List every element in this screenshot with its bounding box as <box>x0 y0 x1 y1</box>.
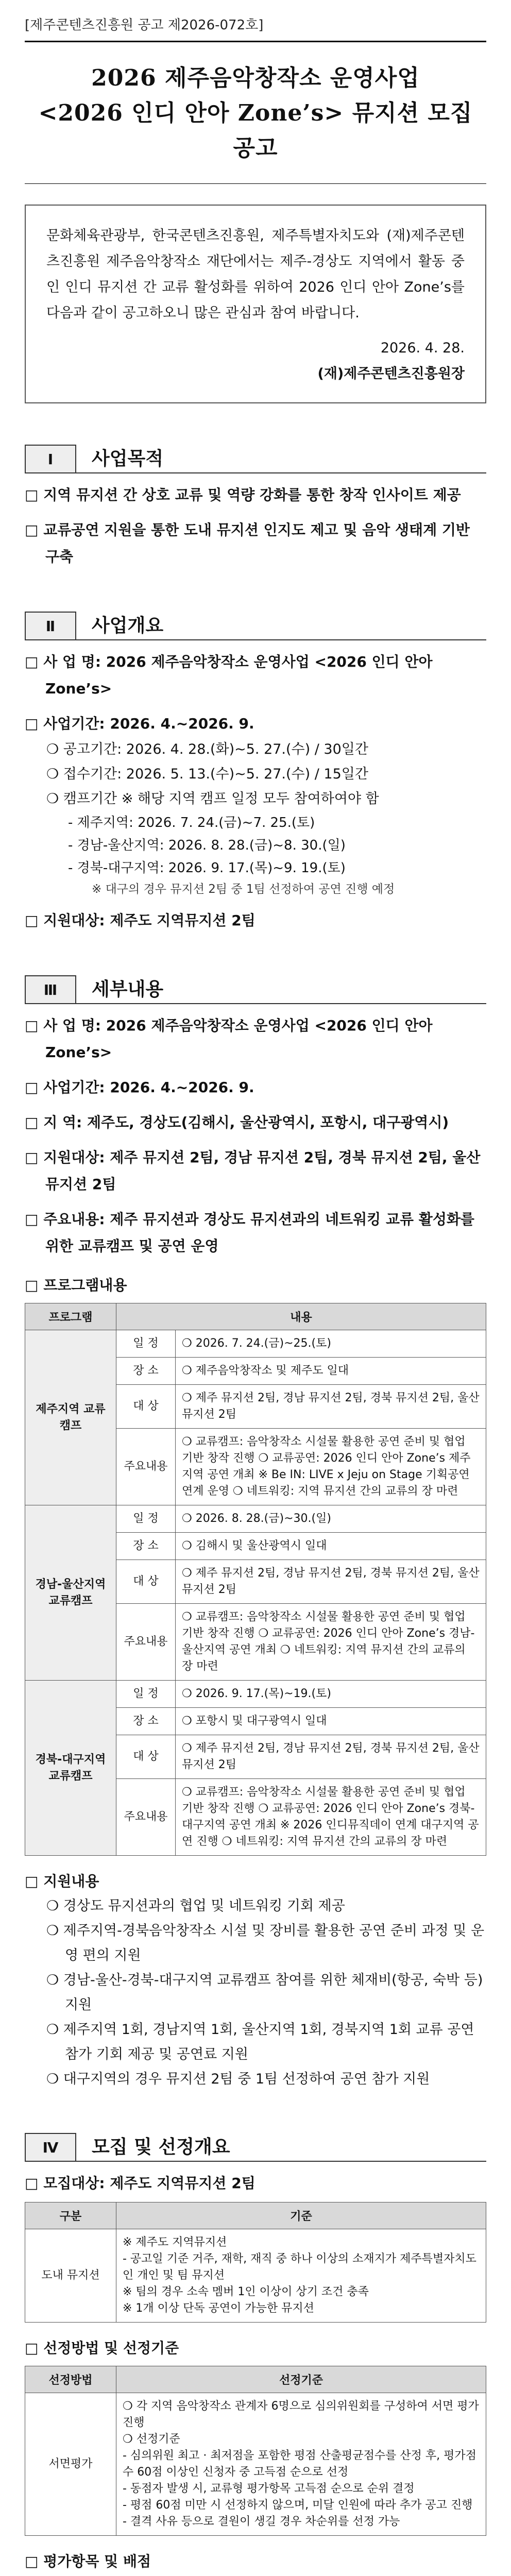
program-row-value: ❍ 포항시 및 대구광역시 일대 <box>176 1708 486 1735</box>
program-table <box>25 1303 486 1856</box>
program-row-label: 장 소 <box>116 1533 176 1560</box>
s2-item: □ 사업기간: 2026. 4.~2026. 9. <box>25 715 254 732</box>
recruit-th: 구분 <box>25 2202 116 2229</box>
program-row-value: ❍ 교류캠프: 음악창작소 시설물 활용한 공연 준비 및 협업 기반 창작 진행 ❍ 교류공연: 2026 인디 안아 Zone’s 경북-대구지역 공연 개최 ※ 2026 인디뮤직데이 연계 대구지역 공연 진행 ❍ 네트워킹: 지역 뮤지션 간의 교류의 장 마련 <box>176 1779 486 1856</box>
title-box <box>25 41 486 184</box>
s2-camp-note: ※ 대구의 경우 뮤지션 2팀 중 1팀 선정하여 공연 진행 예정 <box>92 883 395 896</box>
select-table <box>25 2366 486 2536</box>
s2-item: □ 지원대상: 제주도 지역뮤지션 2팀 <box>25 912 256 929</box>
s3-item: □ 지 역: 제주도, 경상도(김해시, 울산광역시, 포항시, 대구광역시) <box>25 1114 449 1131</box>
notice-number: [제주콘텐츠진흥원 공고 제2026-072호] <box>25 18 264 33</box>
program-row-label: 대 상 <box>116 1560 176 1604</box>
recruit-th: 기준 <box>116 2202 486 2229</box>
section-4-header <box>25 2133 486 2162</box>
select-line: - 평점 60점 미만 시 선정하지 않으며, 미달 인원에 따라 추가 공고 진행 <box>123 2499 473 2512</box>
select-heading: □ 선정방법 및 선정기준 <box>25 2340 179 2357</box>
program-row-value: ❍ 2026. 7. 24.(금)~25.(토) <box>176 1330 486 1358</box>
recruit-line: - 공고일 기준 거주, 재학, 재직 중 하나 이상의 소재지가 제주특별자치도인 개인 및 팀 뮤지션 <box>123 2252 476 2282</box>
section-1-title: 사업목적 <box>76 445 486 473</box>
program-row-value: ❍ 제주 뮤지션 2팀, 경남 뮤지션 2팀, 경북 뮤지션 2팀, 울산 뮤지션 2팀 <box>176 1735 486 1779</box>
select-criteria <box>116 2393 486 2536</box>
program-row-value: ❍ 김해시 및 울산광역시 일대 <box>176 1533 486 1560</box>
s3-item: □ 주요내용: 제주 뮤지션과 경상도 뮤지션과의 네트워킹 교류 활성화를 위한 교류캠프 및 공연 운영 <box>25 1211 474 1255</box>
program-row-value: ❍ 2026. 9. 17.(목)~19.(토) <box>176 1681 486 1708</box>
intro-text: 문화체육관광부, 한국콘텐츠진흥원, 제주특별자치도와 (재)제주콘텐츠진흥원 제주음악창작소 재단에서는 제주-경상도 지역에서 활동 중인 인디 뮤지션 간 교류 활성화를 위하여 2026 인디 안아 Zone’s를 다음과 같이 공고하오니 많은 관심과 참여 바랍니다. <box>46 228 465 321</box>
support-item: ❍ 제주지역-경북음악창작소 시설 및 장비를 활용한 공연 준비 과정 및 운영 편의 지원 <box>46 1923 485 1963</box>
s2-sub: ❍ 캠프기간 ※ 해당 지역 캠프 일정 모두 참여하여야 함 <box>46 791 379 807</box>
section-2-header <box>25 612 486 640</box>
recruit-line: ※ 팀의 경우 소속 멤버 1인 이상이 상기 조건 충족 <box>123 2285 369 2298</box>
select-line: ❍ 각 지역 음악창작소 관계자 6명으로 심의위원회를 구성하여 서면 평가 진행 <box>123 2400 479 2429</box>
section-2-title: 사업개요 <box>76 612 486 640</box>
program-group: 경북-대구지역 교류캠프 <box>25 1681 116 1856</box>
program-row-label: 대 상 <box>116 1385 176 1429</box>
program-row-value: ❍ 제주음악창작소 및 제주도 일대 <box>176 1358 486 1385</box>
section-3-header <box>25 975 486 1004</box>
program-row-label: 장 소 <box>116 1708 176 1735</box>
support-heading: □ 지원내용 <box>25 1873 99 1890</box>
s2-item: □ 사 업 명: 2026 제주음악창작소 운영사업 <2026 인디 안아 Zone’s> <box>25 653 433 697</box>
program-row-value: ❍ 교류캠프: 음악창작소 시설물 활용한 공연 준비 및 협업 기반 창작 진행 ❍ 교류공연: 2026 인디 안아 Zone’s 경남-울산지역 공연 개최 ❍ 네트워킹: 지역 뮤지션 간의 교류의 장 마련 <box>176 1604 486 1681</box>
program-row-value: ❍ 제주 뮤지션 2팀, 경남 뮤지션 2팀, 경북 뮤지션 2팀, 울산 뮤지션 2팀 <box>176 1385 486 1429</box>
recruit-table <box>25 2202 486 2323</box>
recruit-label: 도내 뮤지션 <box>25 2229 116 2323</box>
section-3-title: 세부내용 <box>76 975 486 1004</box>
section-4-title: 모집 및 선정개요 <box>76 2133 486 2162</box>
program-th: 프로그램 <box>25 1303 116 1330</box>
s1-item: □ 교류공연 지원을 통한 도내 뮤지션 인지도 제고 및 음악 생태계 기반 구축 <box>25 521 470 565</box>
support-item: ❍ 경남-울산-경북-대구지역 교류캠프 참여를 위한 체재비(항공, 숙박 등) 지원 <box>46 1972 483 2013</box>
intro-box <box>25 205 486 403</box>
s2-sub: ❍ 접수기간: 2026. 5. 13.(수)~5. 27.(수) / 15일간 <box>46 766 368 782</box>
s2-camp: - 경남-울산지역: 2026. 8. 28.(금)~8. 30.(일) <box>68 838 346 853</box>
recruit-heading: □ 모집대상: 제주도 지역뮤지션 2팀 <box>25 2175 256 2192</box>
title-line-2: <2026 인디 안아 Zone’s> 뮤지션 모집 공고 <box>38 100 473 161</box>
program-row-label: 일 정 <box>116 1505 176 1533</box>
select-label: 서면평가 <box>25 2393 116 2536</box>
program-row-label: 일 정 <box>116 1681 176 1708</box>
eval-heading: □ 평가항목 및 배점 <box>25 2553 151 2570</box>
recruit-line: ※ 1개 이상 단독 공연이 가능한 뮤지션 <box>123 2302 314 2315</box>
program-row-value: ❍ 제주 뮤지션 2팀, 경남 뮤지션 2팀, 경북 뮤지션 2팀, 울산 뮤지션 2팀 <box>176 1560 486 1604</box>
program-group: 제주지역 교류캠프 <box>25 1330 116 1505</box>
s2-sub: ❍ 공고기간: 2026. 4. 28.(화)~5. 27.(수) / 30일간 <box>46 741 368 757</box>
program-heading: □ 프로그램내용 <box>25 1277 127 1294</box>
recruit-criteria <box>116 2229 486 2323</box>
section-4-number: Ⅳ <box>25 2133 76 2162</box>
select-line: ❍ 선정기준 <box>123 2433 180 2446</box>
program-row-value: ❍ 교류캠프: 음악창작소 시설물 활용한 공연 준비 및 협업 기반 창작 진행 ❍ 교류공연: 2026 인디 안아 Zone’s 제주지역 공연 개최 ※ Be IN: LIVE x Jeju on Stage 기획공연 연계 운영 ❍ 네트워킹: 지역 뮤지션 간의 교류의 장 마련 <box>176 1429 486 1505</box>
intro-org: (재)제주콘텐츠진흥원장 <box>317 366 465 382</box>
select-th: 선정기준 <box>116 2366 486 2393</box>
support-item: ❍ 경상도 뮤지션과의 협업 및 네트워킹 기회 제공 <box>46 1898 345 1914</box>
title-line-1: 2026 제주음악창작소 운영사업 <box>91 65 420 91</box>
program-th: 내용 <box>116 1303 486 1330</box>
s3-item: □ 사업기간: 2026. 4.~2026. 9. <box>25 1079 254 1096</box>
select-line: - 동점자 발생 시, 교류형 평가항목 고득점 순으로 순위 결정 <box>123 2482 415 2495</box>
section-2-number: Ⅱ <box>25 612 76 640</box>
s2-camp: - 제주지역: 2026. 7. 24.(금)~7. 25.(토) <box>68 815 315 831</box>
s3-item: □ 지원대상: 제주 뮤지션 2팀, 경남 뮤지션 2팀, 경북 뮤지션 2팀, 울산 뮤지션 2팀 <box>25 1149 481 1193</box>
support-item: ❍ 대구지역의 경우 뮤지션 2팀 중 1팀 선정하여 공연 참가 지원 <box>46 2071 430 2087</box>
program-row-label: 주요내용 <box>116 1429 176 1505</box>
program-row-label: 장 소 <box>116 1358 176 1385</box>
program-row-value: ❍ 2026. 8. 28.(금)~30.(일) <box>176 1505 486 1533</box>
program-row-label: 주요내용 <box>116 1779 176 1856</box>
section-3-number: Ⅲ <box>25 975 76 1004</box>
select-line: - 결격 사유 등으로 결원이 생길 경우 차순위를 선정 가능 <box>123 2515 400 2528</box>
select-th: 선정방법 <box>25 2366 116 2393</box>
s2-camp: - 경북-대구지역: 2026. 9. 17.(목)~9. 19.(토) <box>68 860 346 876</box>
section-1-header <box>25 445 486 473</box>
select-line: - 심의위원 최고 · 최저점을 포함한 평점 산출평균점수를 산정 후, 평가점수 60점 이상인 신청자 중 고득점 순으로 선정 <box>123 2449 476 2479</box>
recruit-line: ※ 제주도 지역뮤지션 <box>123 2236 227 2249</box>
section-1-number: Ⅰ <box>25 445 76 473</box>
program-row-label: 일 정 <box>116 1330 176 1358</box>
program-group: 경남-울산지역 교류캠프 <box>25 1505 116 1681</box>
s3-item: □ 사 업 명: 2026 제주음악창작소 운영사업 <2026 인디 안아 Zone’s> <box>25 1017 433 1061</box>
program-row-label: 대 상 <box>116 1735 176 1779</box>
program-row-label: 주요내용 <box>116 1604 176 1681</box>
s1-item: □ 지역 뮤지션 간 상호 교류 및 역량 강화를 통한 창작 인사이트 제공 <box>25 486 461 503</box>
intro-date: 2026. 4. 28. <box>380 340 465 356</box>
support-item: ❍ 제주지역 1회, 경남지역 1회, 울산지역 1회, 경북지역 1회 교류 공연 참가 기회 제공 및 공연료 지원 <box>46 2022 474 2062</box>
